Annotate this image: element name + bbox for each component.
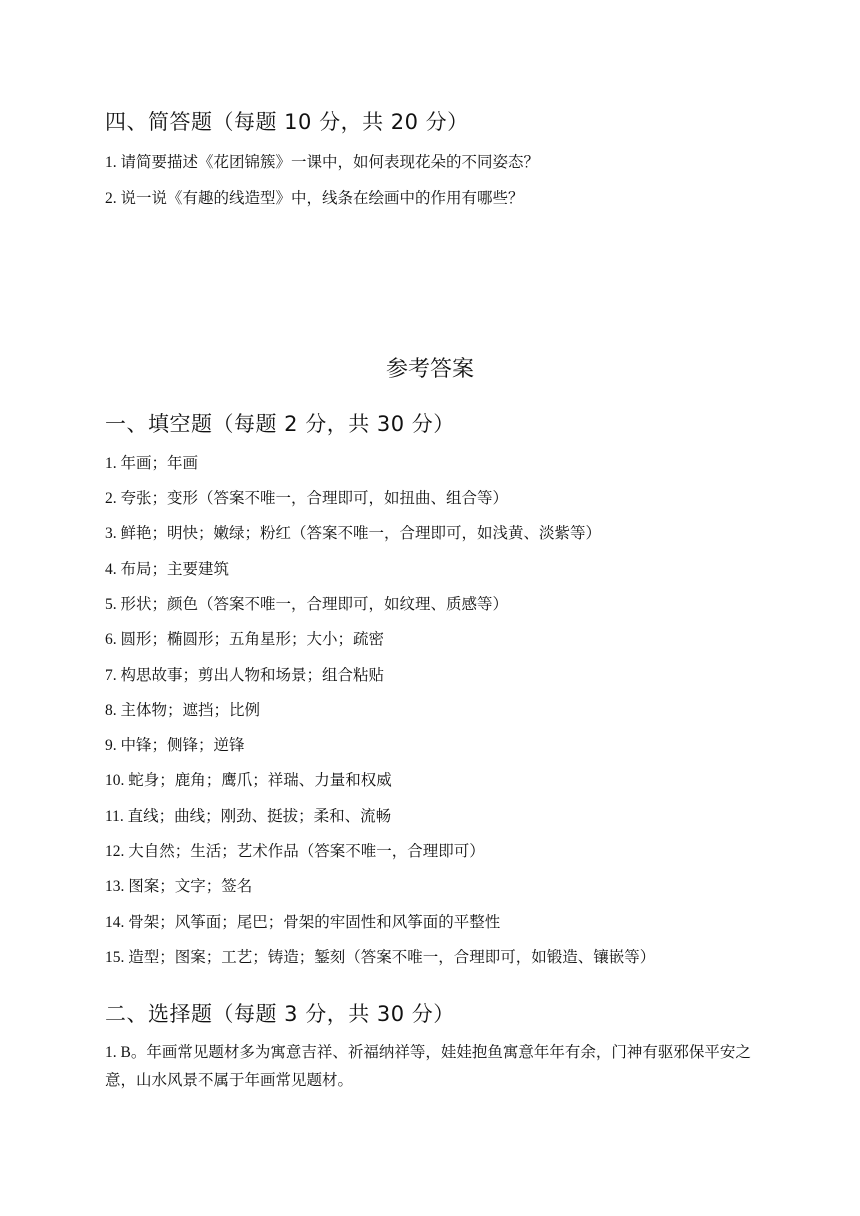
fill-answer-12: 12. 大自然；生活；艺术作品（答案不唯一，合理即可） [105, 843, 485, 860]
fill-answer-2: 2. 夸张；变形（答案不唯一，合理即可，如扭曲、组合等） [105, 490, 509, 507]
fill-heading: 一、填空题（每题 2 分，共 30 分） [105, 412, 455, 436]
choice-answer-1: 1. B。年画常见题材多为寓意吉祥、祈福纳祥等，娃娃抱鱼寓意年年有余，门神有驱邪保平安之意，山水风景不属于年画常见题材。 [105, 1044, 751, 1089]
fill-answer-4: 4. 布局；主要建筑 [105, 561, 230, 578]
section4-heading: 四、简答题（每题 10 分，共 20 分） [105, 110, 469, 134]
fill-answer-8: 8. 主体物；遮挡；比例 [105, 702, 261, 719]
fill-answer-15: 15. 造型；图案；工艺；铸造；錾刻（答案不唯一，合理即可，如锻造、镶嵌等） [105, 949, 656, 966]
fill-answer-11: 11. 直线；曲线；刚劲、挺拔；柔和、流畅 [105, 808, 392, 825]
fill-answer-13: 13. 图案；文字；签名 [105, 878, 253, 895]
question-2: 2. 说一说《有趣的线造型》中，线条在绘画中的作用有哪些？ [105, 190, 524, 207]
fill-answer-6: 6. 圆形；椭圆形；五角星形；大小；疏密 [105, 631, 385, 648]
fill-answer-5: 5. 形状；颜色（答案不唯一，合理即可，如纹理、质感等） [105, 596, 509, 613]
fill-answer-3: 3. 鲜艳；明快；嫩绿；粉红（答案不唯一，合理即可，如浅黄、淡紫等） [105, 525, 602, 542]
answers-title: 参考答案 [385, 357, 474, 382]
fill-answer-1: 1. 年画；年画 [105, 455, 199, 472]
question-1: 1. 请简要描述《花团锦簇》一课中，如何表现花朵的不同姿态？ [105, 154, 540, 171]
fill-answer-7: 7. 构思故事；剪出人物和场景；组合粘贴 [105, 667, 385, 684]
choice-heading: 二、选择题（每题 3 分，共 30 分） [105, 1002, 455, 1026]
fill-answer-9: 9. 中锋；侧锋；逆锋 [105, 737, 245, 754]
fill-answer-10: 10. 蛇身；鹿角；鹰爪；祥瑞、力量和权威 [105, 772, 392, 789]
fill-answer-14: 14. 骨架；风筝面；尾巴；骨架的牢固性和风筝面的平整性 [105, 914, 501, 931]
